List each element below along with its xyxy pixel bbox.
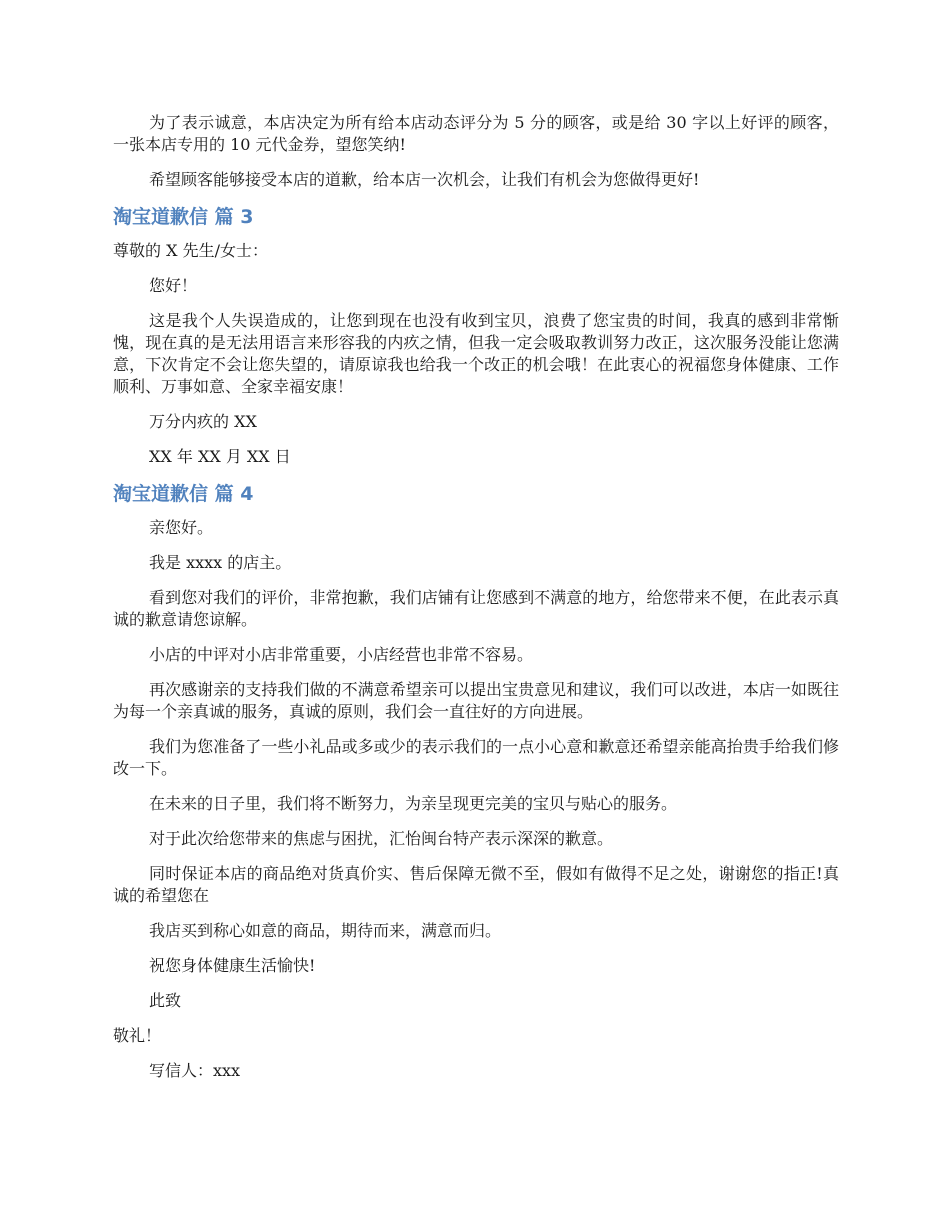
intro-paragraph: 希望顾客能够接受本店的道歉，给本店一次机会，让我们有机会为您做得更好! [149,170,700,189]
date-line: XX 年 XX 月 XX 日 [149,447,291,466]
section-4-heading: 淘宝道歉信 篇 4 [113,483,254,505]
closing: 万分内疚的 XX [149,412,257,431]
letter-paragraph: 看到您对我们的评价，非常抱歉，我们店铺有让您感到不满意的地方，给您带来不便，在此表示真诚的歉意请您谅解。 [113,588,839,629]
letter-paragraph: 再次感谢亲的支持我们做的不满意希望亲可以提出宝贵意见和建议，我们可以改进，本店一如既往为每一个亲真诚的服务，真诚的原则，我们会一直往好的方向进展。 [113,680,839,721]
intro-paragraph: 为了表示诚意，本店决定为所有给本店动态评分为 5 分的顾客，或是给 30 字以上好评的顾客，一张本店专用的 10 元代金券，望您笑纳! [113,113,839,154]
letter-paragraph: 我们为您准备了一些小礼品或多或少的表示我们的一点小心意和歉意还希望亲能高抬贵手给我们修改一下。 [113,737,839,778]
greeting: 您好！ [149,276,198,295]
salutation: 尊敬的 X 先生/女士： [113,241,268,260]
owner-intro: 我是 xxxx 的店主。 [149,553,292,572]
letter-paragraph: 在未来的日子里，我们将不断努力，为亲呈现更完美的宝贝与贴心的服务。 [149,794,678,813]
letter-paragraph: 同时保证本店的商品绝对货真价实、售后保障无微不至，假如有做得不足之处，谢谢您的指正!真诚的希望您在 [113,864,839,905]
letter-paragraph: 小店的中评对小店非常重要，小店经营也非常不容易。 [149,645,534,664]
letter-paragraph: 对于此次给您带来的焦虑与困扰，汇怡闽台特产表示深深的歉意。 [149,829,614,848]
letter-paragraph: 我店买到称心如意的商品，期待而来，满意而归。 [149,921,502,940]
section-3-heading: 淘宝道歉信 篇 3 [113,206,254,228]
greeting: 亲您好。 [149,518,214,537]
document-page [113,108,839,1095]
signer: 写信人：xxx [149,1061,241,1080]
letter-paragraph: 祝您身体健康生活愉快! [149,956,316,975]
letter-body: 这是我个人失误造成的，让您到现在也没有收到宝贝，浪费了您宝贵的时间，我真的感到非常惭愧，现在真的是无法用语言来形容我的内疚之情，但我一定会吸取教训努力改正，这次服务没能让您满意，下次肯定不会让您失望的，请原谅我也给我一个改正的机会哦！在此衷心的祝福您身体健康、工作顺利、万事如意、全家幸福安康！ [113,311,839,396]
closing-phrase: 此致 [149,991,182,1010]
regards: 敬礼！ [113,1026,162,1045]
